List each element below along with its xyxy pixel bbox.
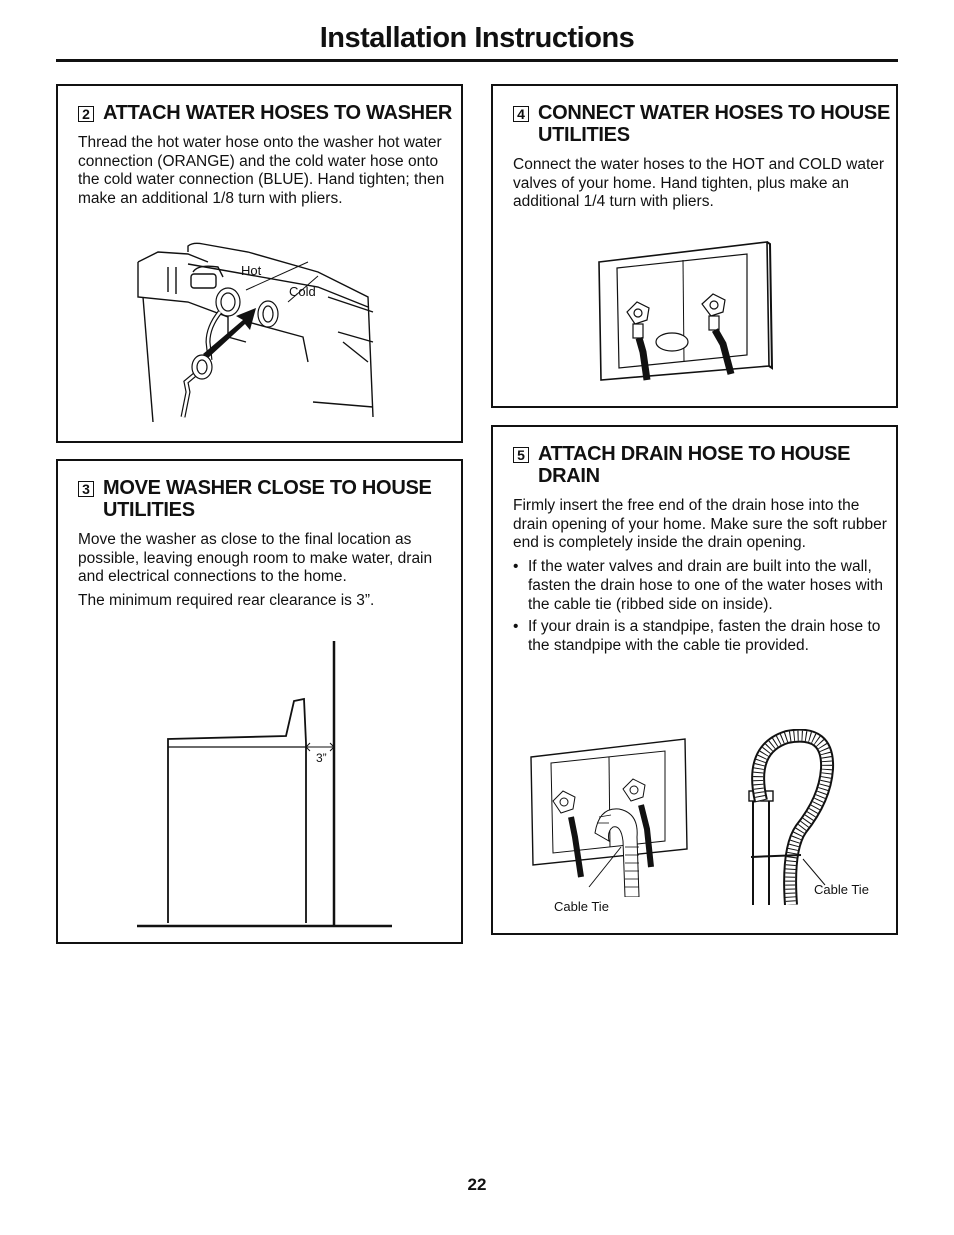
step-3-panel: [56, 459, 463, 944]
step-5-text: Firmly insert the free end of the drain hose into the drain opening of your home. Make sure the soft rubber end is completely inside the drain opening.: [513, 497, 887, 552]
step-2-header: [78, 102, 455, 124]
step-5-bullet-2: [513, 618, 888, 655]
cable-tie-label-left: Cable Tie: [554, 899, 609, 914]
step-3-number: 3: [78, 481, 94, 497]
step-2-text: Thread the hot water hose onto the washer hot water connection (ORANGE) and the cold water hose onto the cold water connection (BLUE). Hand tighten; then make an additional 1/8 turn with pliers.: [78, 134, 445, 208]
bullet-marker: •: [513, 618, 519, 636]
cold-label: Cold: [289, 284, 316, 299]
step-5-number: 5: [513, 447, 529, 463]
step-2-panel: [56, 84, 463, 443]
bullet-marker: •: [513, 558, 519, 576]
step-4-text-block: [513, 156, 888, 217]
step-5-text-block: [513, 497, 888, 660]
wall-drain-illustration: [529, 737, 689, 897]
step-3-title: MOVE WASHER CLOSE TO HOUSE UTILITIES: [103, 477, 432, 521]
step-5-title: ATTACH DRAIN HOSE TO HOUSE DRAIN: [538, 443, 851, 487]
step-2-text-block: [78, 134, 453, 214]
step-2-number: 2: [78, 106, 94, 122]
step-3-header: [78, 477, 455, 521]
title-divider: [56, 59, 898, 62]
standpipe-drain-illustration: [747, 729, 837, 905]
page-title: Installation Instructions: [319, 22, 635, 54]
step-3-text-2: The minimum required rear clearance is 3”.: [78, 592, 375, 610]
step-4-panel: [491, 84, 898, 408]
step-5-panel: [491, 425, 898, 935]
wall-valves-illustration: [597, 240, 773, 390]
step-5-bullet-1: [513, 558, 888, 614]
step-5-bullet-2-text: If your drain is a standpipe, fasten the drain hose to the standpipe with the cable tie provided.: [528, 618, 881, 654]
step-2-title: ATTACH WATER HOSES TO WASHER: [103, 102, 453, 124]
step-3-text-1: Move the washer as close to the final location as possible, leaving enough room to make water, drain and electrical connections to the home.: [78, 531, 433, 586]
cable-tie-label-right: Cable Tie: [814, 882, 869, 897]
step-5-bullet-1-text: If the water valves and drain are built into the wall, fasten the drain hose to one of the water hoses with the cable tie (ribbed side on inside).: [528, 558, 884, 613]
step-4-text: Connect the water hoses to the HOT and COLD water valves of your home. Hand tighten, plus make an additional 1/4 turn with pliers.: [513, 156, 885, 211]
step-4-header: [513, 102, 890, 146]
step-4-number: 4: [513, 106, 529, 122]
clearance-label: 3”: [316, 751, 327, 765]
step-3-text-block: [78, 531, 453, 616]
step-5-header: [513, 443, 890, 487]
step-4-title: CONNECT WATER HOSES TO HOUSE UTILITIES: [538, 102, 891, 146]
page-number: 22: [467, 1175, 487, 1194]
rear-clearance-illustration: [134, 639, 399, 934]
hot-label: Hot: [241, 263, 262, 278]
